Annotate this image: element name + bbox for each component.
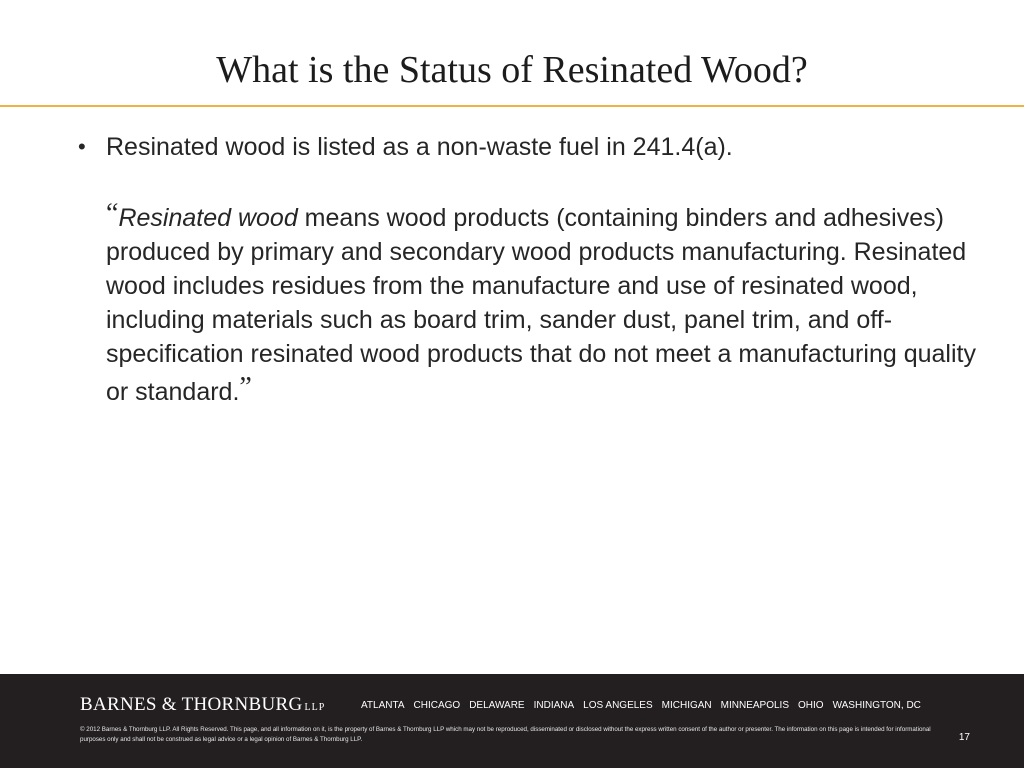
office-item: WASHINGTON, DC (832, 700, 921, 711)
office-item: OHIO (798, 700, 824, 711)
bullet-icon: • (78, 134, 86, 159)
legal-disclaimer: © 2012 Barnes & Thornburg LLP. All Rights Reserved. This page, and all information on it, is the property of Barnes & Thornburg LLP which may not be reproduced, disseminated or disclosed without the express written consent of the author or presenter. The information on this page is intended for informational purposes only and shall not be construed as legal advice or a legal opinion of Barnes & Thornburg LLP. (80, 726, 931, 743)
firm-logo (80, 694, 325, 716)
office-item: ATLANTA (361, 700, 405, 711)
office-item: DELAWARE (469, 700, 525, 711)
slide-title: What is the Status of Resinated Wood? (216, 49, 808, 91)
bullet-text: Resinated wood is listed as a non-waste fuel in 241.4(a). (106, 133, 733, 161)
slide-content (78, 130, 978, 409)
definition-quote (106, 197, 978, 409)
office-item: INDIANA (533, 700, 575, 711)
office-item: CHICAGO (413, 700, 461, 711)
page-number: 17 (958, 732, 970, 743)
definition-body: means wood products (containing binders and adhesives) produced by primary and secondary wood products manufacturing. Resinated wood includes residues from the manufacture and use of resinated wood, including materials such as board trim, sander dust, panel trim, and off-specification resinated wood products that do not meet a manufacturing quality or standard. (106, 204, 976, 406)
open-quote-mark: “ (106, 198, 119, 229)
office-list (361, 700, 921, 711)
close-quote-mark: ” (239, 372, 252, 403)
title-divider (0, 105, 1024, 107)
firm-suffix: LLP (304, 702, 326, 713)
firm-name-text: BARNES & THORNBURG (80, 694, 303, 715)
office-item: MINNEAPOLIS (720, 700, 789, 711)
defined-term: Resinated wood (118, 204, 298, 232)
office-item: MICHIGAN (661, 700, 712, 711)
office-item: LOS ANGELES (583, 700, 653, 711)
bullet-item (78, 130, 978, 164)
footer (0, 674, 1024, 768)
